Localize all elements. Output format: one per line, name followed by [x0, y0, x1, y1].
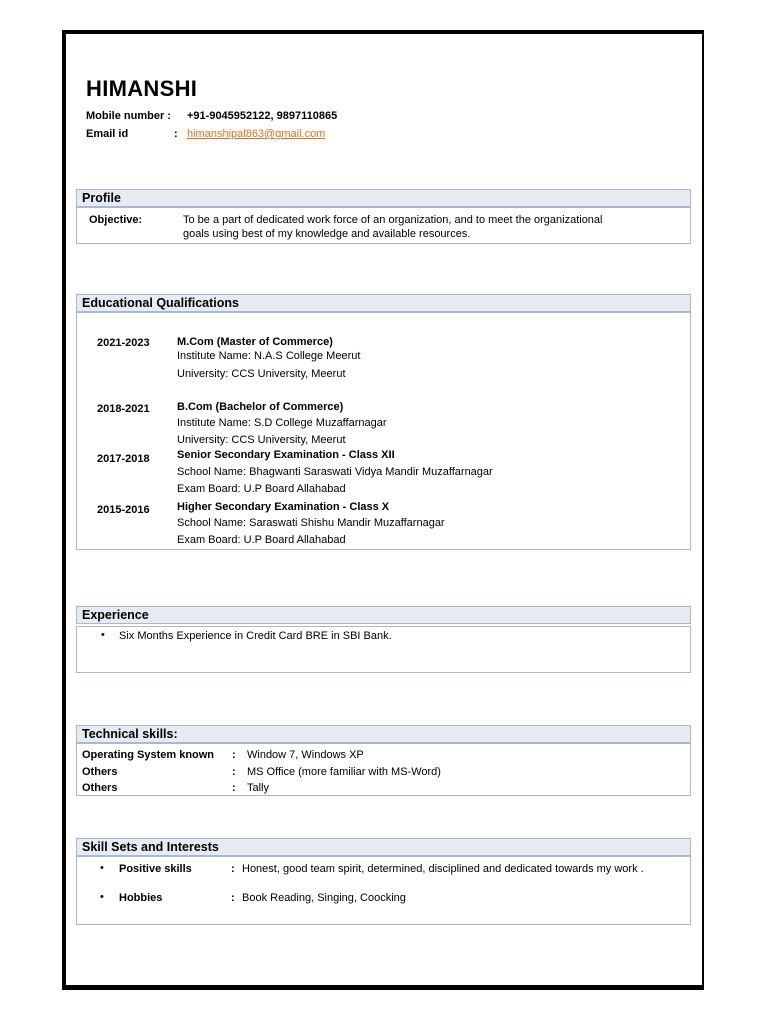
edu-degree: M.Com (Master of Commerce)	[177, 336, 333, 348]
education-box	[76, 312, 691, 550]
edu-school: School Name: Saraswati Shishu Mandir Muzaffarnagar	[177, 517, 445, 529]
experience-heading: Experience	[76, 606, 691, 624]
skill-label: Hobbies	[119, 892, 163, 904]
tech-colon: :	[232, 782, 236, 794]
bullet-icon: •	[101, 629, 105, 641]
tech-label: Others	[82, 766, 118, 778]
tech-value: MS Office (more familiar with MS-Word)	[247, 766, 441, 778]
edu-university: University: CCS University, Meerut	[177, 434, 346, 446]
skill-value: Book Reading, Singing, Coocking	[242, 892, 406, 904]
mobile-value: +91-9045952122, 9897110865	[187, 110, 338, 122]
objective-line-1: To be a part of dedicated work force of an organization, and to meet the organizational	[183, 214, 603, 226]
candidate-name: HIMANSHI	[86, 76, 198, 101]
edu-years: 2015-2016	[97, 504, 150, 516]
email-label: Email id	[86, 128, 129, 140]
skill-colon: :	[231, 892, 235, 904]
edu-years: 2021-2023	[97, 337, 150, 349]
edu-university: University: CCS University, Meerut	[177, 368, 346, 380]
edu-institute: Institute Name: N.A.S College Meerut	[177, 350, 361, 362]
edu-years: 2017-2018	[97, 453, 150, 465]
skill-value: Honest, good team spirit, determined, disciplined and dedicated towards my work .	[242, 863, 644, 875]
edu-board: Exam Board: U.P Board Allahabad	[177, 534, 346, 546]
edu-institute: Institute Name: S.D College Muzaffarnagar	[177, 417, 387, 429]
tech-value: Tally	[247, 782, 270, 794]
tech-colon: :	[232, 749, 236, 761]
objective-label: Objective:	[89, 214, 143, 226]
edu-school: School Name: Bhagwanti Saraswati Vidya Mandir Muzaffarnagar	[177, 466, 493, 478]
education-heading: Educational Qualifications	[76, 294, 691, 312]
bullet-icon: •	[100, 891, 104, 903]
experience-item: Six Months Experience in Credit Card BRE in SBI Bank.	[119, 630, 392, 642]
skills-heading: Skill Sets and Interests	[76, 838, 691, 856]
email-link[interactable]: himanshipal863@gmail.com	[187, 128, 326, 140]
tech-label: Operating System known	[82, 749, 215, 761]
technical-heading: Technical skills:	[76, 725, 691, 743]
tech-value: Window 7, Windows XP	[247, 749, 364, 761]
edu-years: 2018-2021	[97, 403, 150, 415]
tech-label: Others	[82, 782, 118, 794]
email-colon: :	[174, 128, 178, 140]
skill-label: Positive skills	[119, 863, 192, 875]
edu-degree: Higher Secondary Examination - Class X	[177, 501, 390, 513]
mobile-label: Mobile number :	[86, 110, 171, 122]
edu-board: Exam Board: U.P Board Allahabad	[177, 483, 346, 495]
skill-colon: :	[231, 863, 235, 875]
edu-degree: B.Com (Bachelor of Commerce)	[177, 401, 344, 413]
profile-heading: Profile	[76, 189, 691, 207]
objective-line-2: goals using best of my knowledge and available resources.	[183, 228, 471, 240]
bullet-icon: •	[100, 862, 104, 874]
edu-degree: Senior Secondary Examination - Class XII	[177, 449, 395, 461]
tech-colon: :	[232, 766, 236, 778]
